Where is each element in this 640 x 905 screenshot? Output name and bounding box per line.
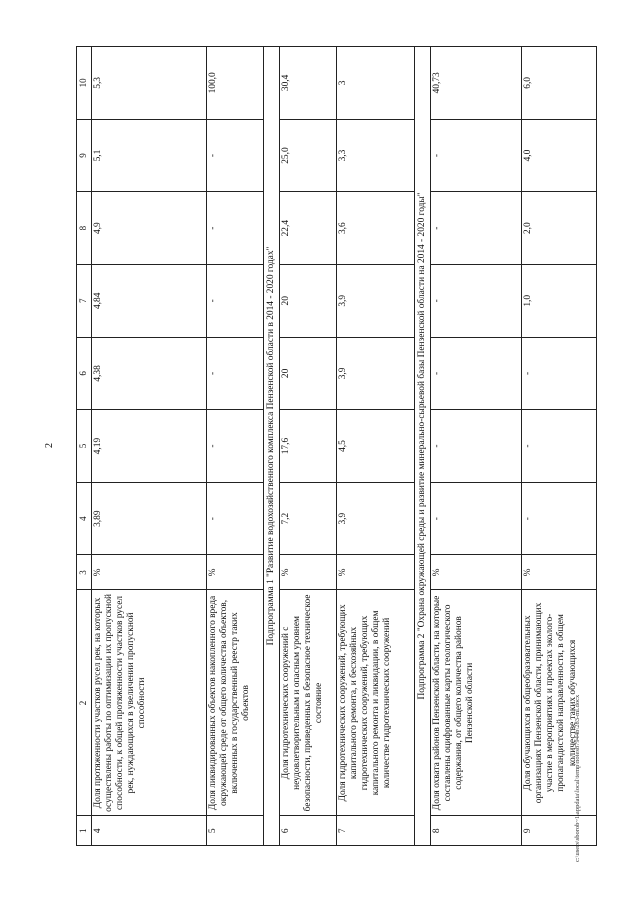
value-cell: - — [431, 119, 522, 192]
value-cell: 6,0 — [522, 47, 597, 120]
header-cell: 1 — [77, 816, 92, 846]
header-cell: 10 — [77, 47, 92, 120]
value-cell: 4,84 — [92, 264, 207, 337]
subprogram-2-heading: Подпрограмма 2 "Охрана окружающей среды и развитие минерально-сырьевой базы Пензенской области на 2014 - 2020 годы" — [415, 47, 431, 846]
unit-cell: % — [337, 555, 415, 590]
header-cell: 6 — [77, 337, 92, 410]
value-cell: 5,1 — [92, 119, 207, 192]
value-cell: 3,9 — [337, 264, 415, 337]
table-row — [522, 47, 597, 846]
value-cell: 4,0 — [522, 119, 597, 192]
value-cell: - — [207, 337, 264, 410]
indicator-text: Доля обучающихся в общеобразовательных организациях Пензенской области, принимающих участие в мероприятиях и проектах эколого-пропагандистской направленности, в общем количестве таких обучающихся — [522, 590, 597, 816]
indicator-text: Доля ликвидированных объектов накопленного вреда окружающей среде от общего количества объектов, включенных в государственный реестр таких объектов — [207, 590, 264, 816]
value-cell: 1,0 — [522, 264, 597, 337]
value-cell: 25,0 — [280, 119, 337, 192]
value-cell: 7,2 — [280, 482, 337, 555]
header-cell: 3 — [77, 555, 92, 590]
unit-cell: % — [92, 555, 207, 590]
page-number: 2 — [44, 443, 55, 448]
value-cell: - — [431, 410, 522, 483]
value-cell: - — [431, 264, 522, 337]
value-cell: 4,38 — [92, 337, 207, 410]
value-cell: 4,5 — [337, 410, 415, 483]
value-cell: - — [207, 192, 264, 265]
table-row — [337, 47, 415, 846]
value-cell: - — [207, 264, 264, 337]
header-cell: 4 — [77, 482, 92, 555]
value-cell: - — [207, 482, 264, 555]
value-cell: 22,4 — [280, 192, 337, 265]
header-cell: 5 — [77, 410, 92, 483]
value-cell: 20 — [280, 264, 337, 337]
value-cell: 30,4 — [280, 47, 337, 120]
unit-cell: % — [522, 555, 597, 590]
value-cell: 100,0 — [207, 47, 264, 120]
header-cell: 9 — [77, 119, 92, 192]
header-cell: 2 — [77, 590, 92, 816]
value-cell: 3,9 — [337, 482, 415, 555]
value-cell: - — [207, 410, 264, 483]
header-cell: 8 — [77, 192, 92, 265]
indicator-text: Доля гидротехнических сооружений, требующих капитального ремонта, и бесхозяйных гидротехнических сооружений, требующих капитального ремонта и ликвидации, в общем количестве гидротехнических сооружений — [337, 590, 415, 816]
value-cell: 3,89 — [92, 482, 207, 555]
value-cell: - — [431, 482, 522, 555]
unit-cell: % — [207, 555, 264, 590]
rotated-table-container — [76, 46, 606, 846]
indicator-text: Доля гидротехнических сооружений с неудовлетворительным и опасным уровнем безопасности, приведенных в безопасное техническое состояние — [280, 590, 337, 816]
value-cell: - — [522, 410, 597, 483]
indicators-table — [76, 46, 597, 846]
unit-cell: % — [280, 555, 337, 590]
value-cell: 3,3 — [337, 119, 415, 192]
value-cell: - — [207, 119, 264, 192]
value-cell: 3 — [337, 47, 415, 120]
value-cell: - — [431, 337, 522, 410]
value-cell: 40,73 — [431, 47, 522, 120]
row-number: 4 — [92, 816, 207, 846]
unit-cell: % — [431, 555, 522, 590]
table-row — [207, 47, 264, 846]
value-cell: 4,19 — [92, 410, 207, 483]
table-header-row — [77, 47, 92, 846]
value-cell: 20 — [280, 337, 337, 410]
value-cell: 5,3 — [92, 47, 207, 120]
subprogram-row — [415, 47, 431, 846]
value-cell: 4,9 — [92, 192, 207, 265]
value-cell: 17,6 — [280, 410, 337, 483]
value-cell: 2,0 — [522, 192, 597, 265]
value-cell: - — [522, 337, 597, 410]
subprogram-1-heading: Подпрограмма 1 "Развитие водохозяйственного комплекса Пензенской области в 2014 - 2020 годах" — [264, 47, 280, 846]
value-cell: 3,6 — [337, 192, 415, 265]
row-number: 8 — [431, 816, 522, 846]
header-cell: 7 — [77, 264, 92, 337]
value-cell: - — [431, 192, 522, 265]
row-number: 7 — [337, 816, 415, 846]
row-number: 6 — [280, 816, 337, 846]
table-row — [280, 47, 337, 846]
row-number: 5 — [207, 816, 264, 846]
indicator-text: Доля протяженности участков русел рек, на которых осуществлены работы по оптимизации их пропускной способности, к общей протяженности участков русел рек, нуждающихся в увеличении пропускной способности — [92, 590, 207, 816]
value-cell: 3,9 — [337, 337, 415, 410]
table-row — [92, 47, 207, 846]
subprogram-row — [264, 47, 280, 846]
file-path-footer: c:\users\sborob~1\appdata\local\temp\notes87944b\283-ml.docx — [574, 694, 581, 862]
table-row — [431, 47, 522, 846]
value-cell: - — [522, 482, 597, 555]
indicator-text: Доля охвата районов Пензенской области, на которые составлены оцифрованные карты геологического содержания, от общего количества районов Пензенской области — [431, 590, 522, 816]
row-number: 9 — [522, 816, 597, 846]
